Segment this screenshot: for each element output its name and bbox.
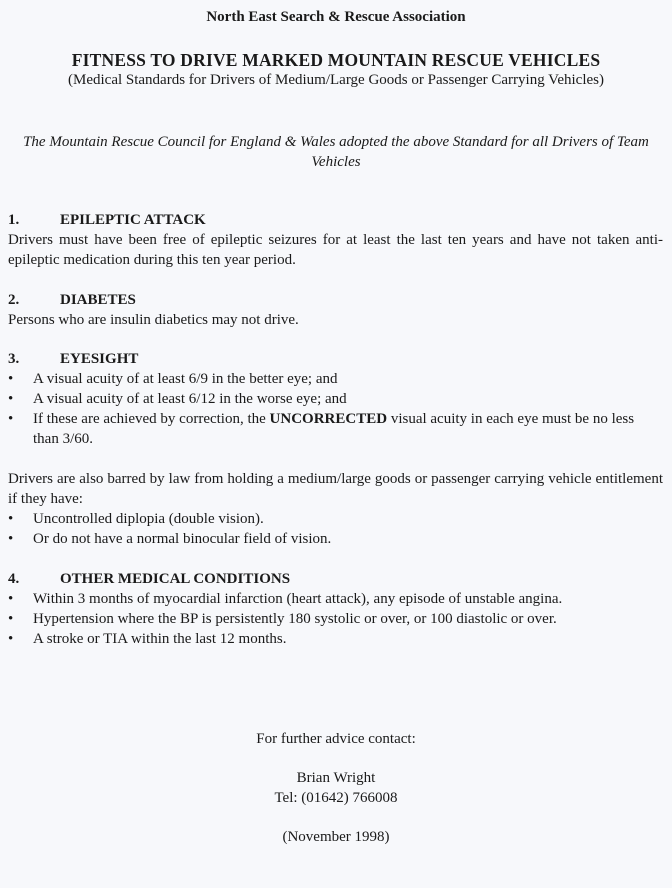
list-item-text: Or do not have a normal binocular field of vision.: [33, 531, 332, 547]
section-heading: [8, 569, 663, 589]
section-number: 2.: [8, 292, 20, 308]
uncorrected-emphasis: UNCORRECTED: [269, 411, 388, 427]
document-date: (November 1998): [282, 829, 390, 845]
section-number: 1.: [8, 212, 20, 228]
list-item-text: Uncontrolled diplopia (double vision).: [33, 511, 264, 527]
law-text: Drivers are also barred by law from holding a medium/large goods or passenger carrying vehicle entitlement if they have:: [8, 471, 663, 507]
section-text: Drivers must have been free of epileptic seizures for at least the last ten years and have not taken anti-epileptic medication during this ten year period.: [8, 232, 663, 268]
list-item: [8, 529, 663, 549]
bullet-icon: •: [8, 511, 14, 527]
list-item: [8, 389, 663, 409]
section-eyesight: [8, 349, 663, 549]
list-item-text: Within 3 months of myocardial infarction (heart attack), any episode of unstable angina.: [33, 591, 563, 607]
section-number: 4.: [8, 571, 20, 587]
list-item: [8, 369, 663, 389]
section-diabetes: [8, 290, 663, 330]
section-title: EYESIGHT: [60, 351, 139, 367]
list-item-text: Hypertension where the BP is persistently 180 systolic or over, or 100 diastolic or over.: [33, 611, 557, 627]
list-item: [8, 509, 663, 529]
document-subtitle: (Medical Standards for Drivers of Medium/Large Goods or Passenger Carrying Vehicles): [68, 72, 604, 88]
section-number: 3.: [8, 351, 20, 367]
contact-name: Brian Wright: [296, 770, 376, 786]
bullet-icon: •: [8, 631, 14, 647]
bullet-icon: •: [8, 411, 14, 427]
section-heading: [8, 349, 663, 369]
list-item: [8, 409, 663, 449]
adoption-notice: The Mountain Rescue Council for England & Wales adopted the above Standard for all Drivers of Team Vehicles: [23, 134, 649, 170]
section-heading: [8, 290, 663, 310]
bullet-icon: •: [8, 531, 14, 547]
document-title: FITNESS TO DRIVE MARKED MOUNTAIN RESCUE VEHICLES: [71, 50, 601, 70]
correction-text-after: visual acuity in each eye must be no less than 3/60.: [33, 411, 635, 447]
law-bullet-list: [8, 509, 663, 549]
list-item-text: [33, 411, 634, 447]
correction-text-before: If these are achieved by correction, the: [33, 411, 270, 427]
list-item-text: A stroke or TIA within the last 12 months.: [33, 631, 287, 647]
list-item: [8, 609, 663, 629]
section-title: DIABETES: [60, 292, 136, 308]
list-item-text: A visual acuity of at least 6/9 in the better eye; and: [33, 371, 338, 387]
section-other-medical-conditions: [8, 569, 663, 649]
bullet-icon: •: [8, 371, 14, 387]
bullet-icon: •: [8, 611, 14, 627]
section-title: OTHER MEDICAL CONDITIONS: [60, 571, 291, 587]
contact-intro: For further advice contact:: [256, 731, 416, 747]
list-item: [8, 589, 663, 609]
organisation-name: North East Search & Rescue Association: [206, 9, 466, 25]
bullet-icon: •: [8, 591, 14, 607]
section-title: EPILEPTIC ATTACK: [60, 212, 206, 228]
section-heading: [8, 210, 663, 230]
eyesight-bullet-list: [8, 369, 663, 449]
list-item-text: A visual acuity of at least 6/12 in the worse eye; and: [33, 391, 347, 407]
bullet-icon: •: [8, 391, 14, 407]
list-item: [8, 629, 663, 649]
section-epileptic-attack: [8, 210, 663, 270]
section-text: Persons who are insulin diabetics may not drive.: [8, 312, 299, 328]
other-conditions-bullet-list: [8, 589, 663, 649]
contact-telephone: Tel: (01642) 766008: [274, 790, 398, 806]
